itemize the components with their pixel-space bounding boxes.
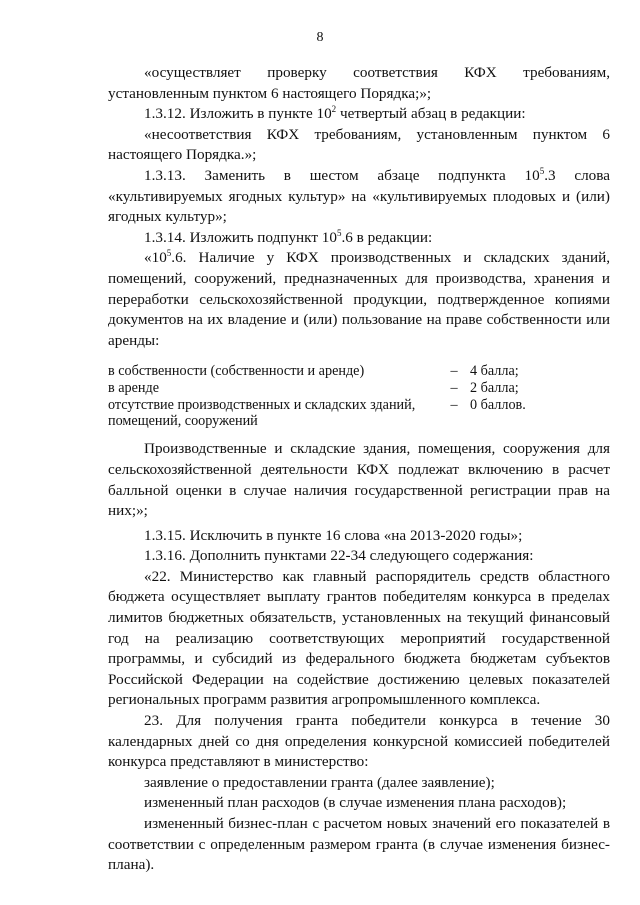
paragraph-buildings: Производственные и складские здания, помещения, сооружения для сельскохозяйственной деятельности КФХ подлежат включению в расчет балльной оценки в случае наличия государственной регистрации прав на них;»; bbox=[108, 440, 610, 520]
paragraph-10-5-6 bbox=[108, 248, 610, 351]
paragraph-text: 1.3.12. Изложить в пункте 10 bbox=[144, 105, 332, 123]
paragraph-text: четвертый абзац в редакции: bbox=[336, 105, 526, 123]
paragraph-text: 1.3.14. Изложить подпункт 10 bbox=[144, 228, 337, 246]
score-value: 0 баллов. bbox=[470, 397, 526, 414]
paragraph-23: 23. Для получения гранта победители конкурса в течение 30 календарных дней со дня определения конкурсной комиссией победителей конкурса представляют в министерство: bbox=[108, 712, 610, 771]
paragraph-1: «осуществляет проверку соответствия КФХ требованиям, установленным пунктом 6 настоящего Порядка;»; bbox=[108, 64, 610, 102]
superscript: 2 bbox=[331, 104, 337, 115]
score-row bbox=[108, 380, 610, 396]
superscript: 5 bbox=[166, 248, 172, 259]
score-value: 4 балла; bbox=[470, 363, 519, 380]
paragraph-1-3-15: 1.3.15. Исключить в пункте 16 слова «на 2013-2020 годы»; bbox=[144, 526, 523, 544]
document-body bbox=[108, 63, 610, 876]
paragraph-text: .6. Наличие у КФХ производственных и складских зданий, помещений, сооружений, предназначенных для производства, хранения и переработки сельскохозяйственной продукции, подтвержденное копиями документов на их владение и (или) пользование на праве собственности или аренды: bbox=[108, 249, 610, 349]
score-condition: в аренде bbox=[108, 380, 160, 397]
score-value: 2 балла; bbox=[470, 380, 519, 397]
list-item: измененный план расходов (в случае изменения плана расходов); bbox=[144, 794, 567, 812]
paragraph-22: «22. Министерство как главный распорядитель средств областного бюджета осуществляет выплату грантов победителям конкурса в пределах лимитов бюджетных обязательств, установленных на текущий финансовый год на реализацию соответствующих мероприятий государственной программы, и субсидий из федерального бюджета бюджетам субъектов Российской Федерации на содействие достижению целевых показателей региональных программ развития агропромышленного комплекса. bbox=[108, 567, 610, 709]
paragraph-1-3-13 bbox=[108, 166, 610, 228]
paragraph-text: 1.3.13. Заменить в шестом абзаце подпункта 10 bbox=[144, 166, 540, 184]
score-dash: – bbox=[450, 363, 458, 380]
paragraph-text: «10 bbox=[144, 249, 167, 267]
score-row bbox=[108, 363, 610, 379]
score-condition: отсутствие производственных и складских зданий, помещений, сооружений bbox=[108, 397, 416, 430]
paragraph-3: «несоответствия КФХ требованиям, установленным пунктом 6 настоящего Порядка.»; bbox=[108, 125, 610, 164]
list-item: заявление о предоставлении гранта (далее заявление); bbox=[144, 773, 495, 791]
score-dash: – bbox=[450, 380, 458, 397]
paragraph-text: .3 слова «культивируемых ягодных культур» на «культивируемых плодовых и (или) ягодных культур»; bbox=[108, 166, 610, 226]
score-row bbox=[108, 397, 610, 429]
paragraph-1-3-16: 1.3.16. Дополнить пунктами 22-34 следующего содержания: bbox=[144, 547, 534, 565]
paragraph-1-3-14 bbox=[108, 228, 610, 249]
list-item: измененный бизнес-план с расчетом новых значений его показателей в соответствии с определенным размером гранта (в случае изменения бизнес-плана). bbox=[108, 815, 610, 874]
paragraph-1-3-12 bbox=[108, 104, 610, 125]
superscript: 5 bbox=[539, 165, 545, 176]
page-number: 8 bbox=[316, 30, 324, 45]
paragraph-text: .6 в редакции: bbox=[341, 228, 433, 246]
score-condition: в собственности (собственности и аренде) bbox=[108, 363, 365, 380]
score-dash: – bbox=[450, 397, 458, 414]
superscript: 5 bbox=[336, 227, 342, 238]
score-table bbox=[108, 363, 610, 429]
